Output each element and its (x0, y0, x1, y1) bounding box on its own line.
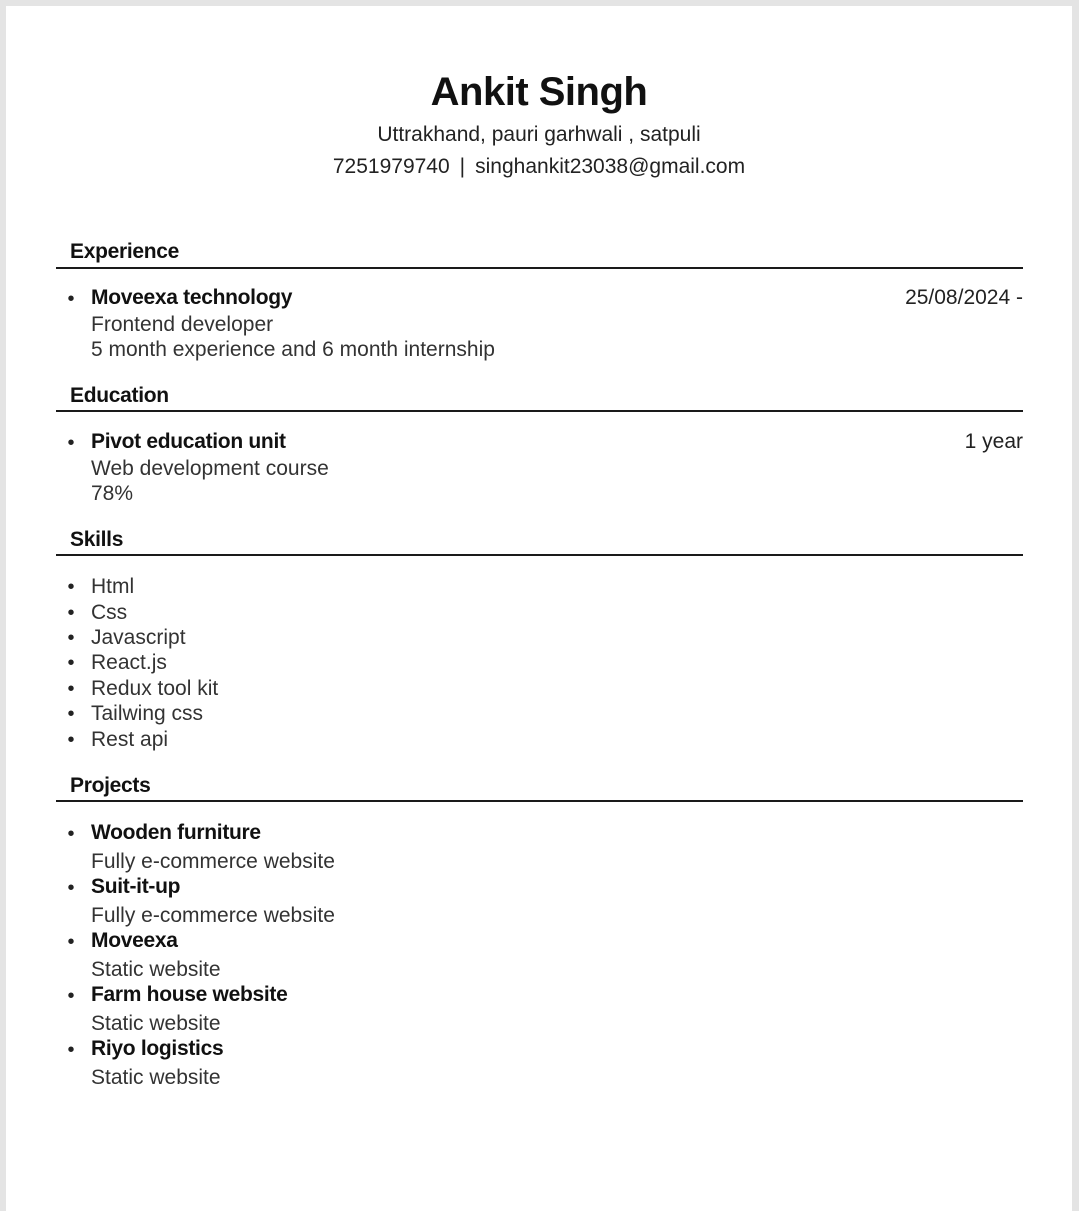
bullet: • (67, 931, 75, 953)
company-name: Moveexa technology (91, 286, 293, 309)
contact-separator: | (459, 155, 466, 178)
projects-divider (56, 800, 1023, 802)
experience-date: 25/08/2024 - (905, 286, 1023, 309)
email-address: singhankit23038@gmail.com (475, 155, 746, 178)
skills-heading: Skills (70, 528, 124, 551)
skill-item: Tailwing css (91, 702, 204, 725)
bullet: • (67, 703, 75, 725)
project-description: Static website (91, 1066, 221, 1089)
education-divider (56, 410, 1023, 412)
candidate-name: Ankit Singh (430, 70, 648, 114)
experience-heading: Experience (70, 240, 180, 263)
experience-divider (56, 267, 1023, 269)
bullet: • (67, 729, 75, 751)
bullet: • (67, 823, 75, 845)
skill-item: Css (91, 601, 128, 624)
bullet: • (67, 627, 75, 649)
project-title: Wooden furniture (91, 821, 261, 844)
project-title: Suit-it-up (91, 875, 181, 898)
bullet: • (67, 678, 75, 700)
resume-page (6, 6, 1072, 1211)
project-description: Static website (91, 1012, 221, 1035)
experience-detail: 5 month experience and 6 month internship (91, 338, 495, 361)
bullet: • (67, 288, 75, 310)
job-role: Frontend developer (91, 313, 274, 336)
skill-item: Redux tool kit (91, 677, 219, 700)
project-description: Fully e-commerce website (91, 850, 335, 873)
phone-number: 7251979740 (332, 155, 450, 178)
skill-item: Rest api (91, 728, 169, 751)
project-description: Fully e-commerce website (91, 904, 335, 927)
skill-item: Javascript (91, 626, 186, 649)
bullet: • (67, 652, 75, 674)
education-duration: 1 year (964, 430, 1023, 453)
education-heading: Education (70, 384, 169, 407)
project-title: Farm house website (91, 983, 288, 1006)
resume-header (6, 68, 1072, 183)
skill-item: React.js (91, 651, 167, 674)
bullet: • (67, 576, 75, 598)
candidate-address: Uttrakhand, pauri garhwali , satpuli (377, 123, 701, 146)
bullet: • (67, 1039, 75, 1061)
projects-heading: Projects (70, 774, 151, 797)
skill-item: Html (91, 575, 135, 598)
project-title: Riyo logistics (91, 1037, 224, 1060)
course-name: Web development course (91, 457, 329, 480)
institution-name: Pivot education unit (91, 430, 286, 453)
bullet: • (67, 985, 75, 1007)
bullet: • (67, 432, 75, 454)
bullet: • (67, 602, 75, 624)
course-score: 78% (91, 482, 134, 505)
skills-divider (56, 554, 1023, 556)
contact-line (6, 151, 1072, 183)
project-title: Moveexa (91, 929, 178, 952)
bullet: • (67, 877, 75, 899)
project-description: Static website (91, 958, 221, 981)
